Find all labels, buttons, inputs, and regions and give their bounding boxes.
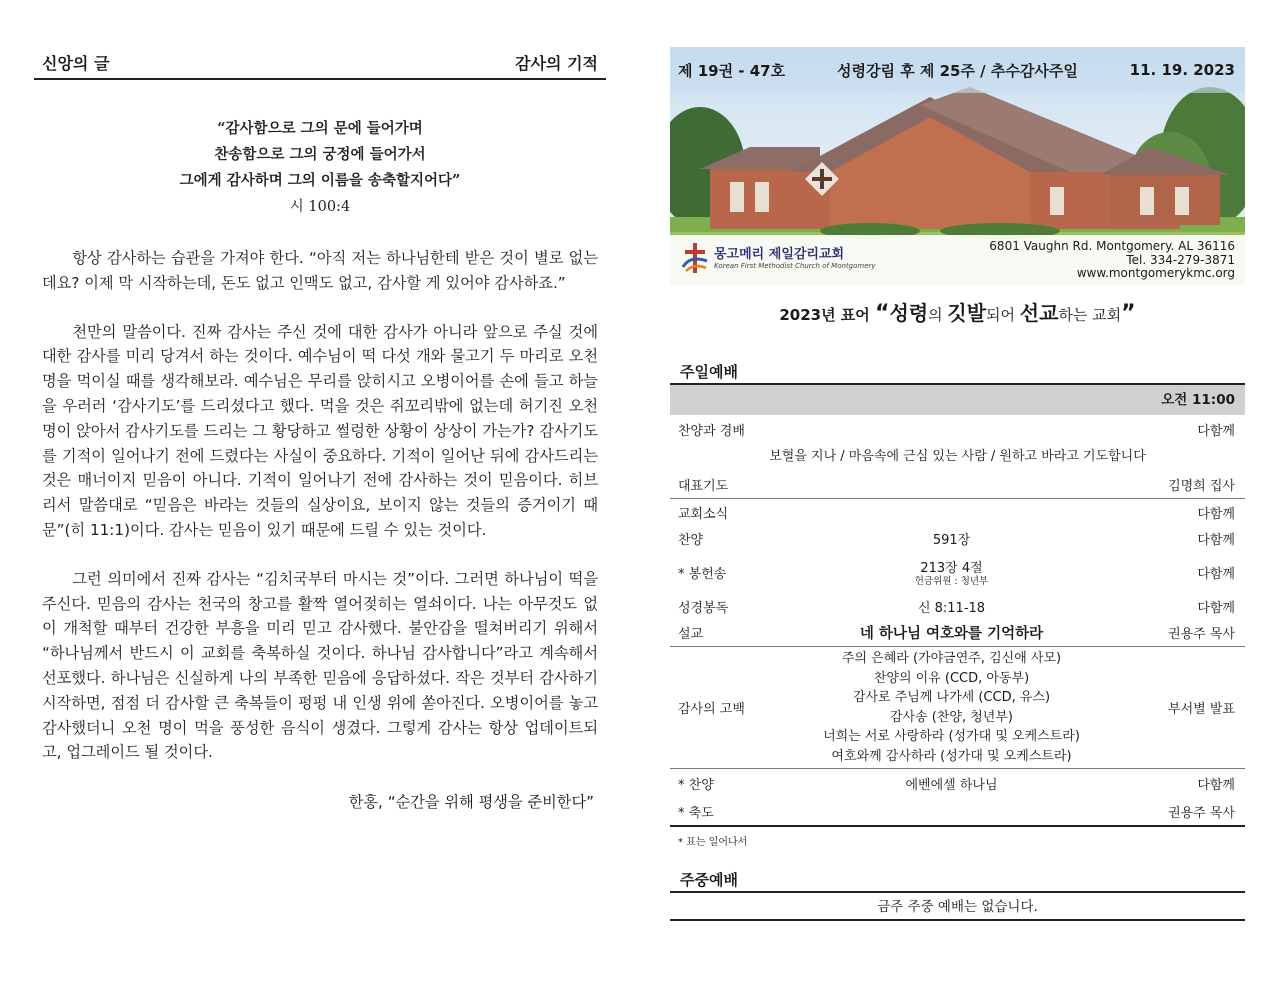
verse-reference: 시 100:4 [289, 199, 351, 215]
sermon-title: 네 하나님 여호와를 기억하라 [859, 626, 1044, 642]
order-leader: 다함께 [1197, 532, 1235, 548]
order-label: 대표기도 [678, 479, 729, 494]
motto-text: 의 [928, 306, 948, 324]
order-leader: 권용주 목사 [1168, 805, 1235, 821]
motto-open-quote: “ [875, 301, 890, 326]
midweek-worship-title: 주중예배 [680, 871, 738, 889]
window [755, 182, 769, 212]
midweek-notice: 금주 주중 예배는 없습니다. [670, 891, 1245, 921]
sunday-worship-title: 주일예배 [680, 363, 738, 381]
program-item: 감사로 주님께 나가세 (CCD, 유스) [852, 690, 1051, 705]
order-leader: 다함께 [1197, 566, 1235, 582]
order-leader: 권용주 목사 [1168, 627, 1235, 642]
bulletin-page [670, 47, 1245, 921]
order-leader: 다함께 [1197, 506, 1235, 522]
motto-text: 되어 [986, 306, 1020, 324]
volume-number: 제 19권 - 47호 [678, 61, 786, 80]
right-wing [1110, 175, 1220, 225]
order-row [670, 471, 1245, 499]
program-item: 여호와께 감사하라 (성가대 및 오케스트라) [831, 748, 1072, 764]
order-row [670, 415, 1245, 443]
worship-time: 오전 11:00 [670, 385, 1245, 415]
article-title: 감사의 기적 [515, 54, 598, 73]
order-leader: 부서별 발표 [1168, 702, 1235, 717]
liturgical-occasion: 성령강림 후 제 25주 / 추수감사주일 [836, 61, 1078, 80]
motto-word: 성령 [889, 301, 929, 325]
sunday-worship-order [670, 383, 1245, 827]
thanks-program [788, 649, 1115, 766]
order-detail: 591장 [932, 532, 971, 548]
order-label: 성경봉독 [678, 600, 729, 616]
cross-horizontal [812, 177, 832, 181]
verse-line: “감사함으로 그의 문에 들어가며 [217, 120, 423, 137]
church-name: 몽고메리 제일감리교회 [714, 246, 845, 262]
order-label: * 봉헌송 [678, 566, 727, 582]
order-label: * 축도 [678, 805, 714, 821]
program-item: 주의 은혜라 (가야금연주, 김신애 사모) [841, 651, 1062, 666]
order-label: 설교 [678, 627, 704, 642]
church-info [670, 235, 1245, 285]
motto-close-quote: ” [1121, 301, 1136, 326]
order-row [670, 499, 1245, 525]
offering-hymn: 213장 4절 [920, 561, 983, 576]
program-item: 너희는 서로 사랑하라 (성가대 및 오케스트라) [823, 729, 1080, 744]
standing-note: * 표는 일어나서 [678, 837, 748, 848]
window [1140, 187, 1154, 215]
order-row [670, 551, 1245, 593]
motto-word: 깃발 [947, 301, 987, 325]
order-label: 찬양과 경배 [678, 423, 745, 439]
church-website: www.montgomerykmc.org [1076, 266, 1235, 280]
order-label: 찬양 [678, 532, 704, 548]
church-banner [670, 47, 1245, 285]
church-address: 6801 Vaughn Rd. Montgomery. AL 36116 [989, 239, 1235, 253]
paragraph: 그런 의미에서 진짜 감사는 “김치국부터 마시는 것”이다. 그러면 하나님이 떡을 주신다. 믿음의 감사는 천국의 창고를 활짝 열어젖히는 열쇠이다. 나는 아무것도 없이 개척할 때부터 건강한 부흥을 미리 믿고 감사했다. 불안감을 떨쳐버리기 위해서 “하나님께서 반드시 이 교회를 축복하실 것이다. 하나님 감사합니다”라고 계속해서 선포했다. 하나님은 신실하게 나의 부족한 믿음에 응답하셨다. 작은 것부터 감사하기 시작하면, 점점 더 감사할 큰 축복들이 펑펑 내 인생 위에 쏟아진다. 오병이어를 놓고 감사했더니 오천 명이 먹을 풍성한 음식이 생겼다. 그렇게 감사는 항상 업데이트되고, 업그레이드 될 것이다. [42, 569, 598, 762]
scripture-quote [34, 116, 606, 220]
order-leader: 김명희 집사 [1168, 479, 1235, 494]
order-row [670, 647, 1245, 769]
issue-bar [670, 47, 1245, 93]
order-label: 교회소식 [678, 506, 729, 522]
yearly-motto [670, 299, 1245, 327]
church-contact [989, 240, 1235, 281]
motto-text: 하는 교회 [1058, 306, 1122, 324]
order-row [670, 525, 1245, 551]
order-row [670, 593, 1245, 619]
window [730, 182, 744, 212]
motto-year: 2023년 표어 [779, 306, 870, 324]
window [1050, 187, 1064, 215]
devotional-page [34, 50, 606, 812]
order-label: * 찬양 [678, 777, 714, 793]
order-row [670, 797, 1245, 825]
devotional-header [34, 50, 606, 80]
order-detail: 신 8:11-18 [917, 600, 986, 616]
praise-songs: 보혈을 지나 / 마음속에 근심 있는 사람 / 원하고 바라고 기도합니다 [769, 449, 1146, 464]
church-phone: Tel. 334-279-3871 [1126, 252, 1235, 267]
order-leader: 다함께 [1197, 423, 1235, 439]
program-item: 감사송 (찬양, 청년부) [889, 709, 1013, 725]
verse-line: 그에게 감사하며 그의 이름을 송축할지어다” [179, 172, 461, 189]
section-label: 신앙의 글 [42, 54, 110, 73]
paragraph: 항상 감사하는 습관을 가져야 한다. “아직 저는 하나님한테 받은 것이 별로 없는데요? 이제 막 시작하는데, 돈도 없고 인맥도 없고, 감사할 게 있어야 감사하죠.” [42, 249, 598, 292]
church-name-english: Korean First Methodist Church of Montgomery [714, 261, 876, 270]
verse-line: 찬송함으로 그의 궁정에 들어가서 [214, 146, 426, 163]
source-attribution: 한홍, “순간을 위해 평생을 준비한다” [348, 793, 594, 812]
order-row [670, 619, 1245, 647]
order-leader: 다함께 [1197, 600, 1235, 616]
motto-word: 선교 [1019, 301, 1059, 325]
cross-logo-icon [680, 241, 710, 275]
window [1175, 187, 1189, 215]
paragraph: 천만의 말씀이다. 진짜 감사는 주신 것에 대한 감사가 아니라 앞으로 주실 것에 대한 감사를 미리 당겨서 하는 것이다. 예수님이 떡 다섯 개와 물고기 두 마리로 오천 명을 먹이실 때를 생각해보라. 예수님은 무리를 앉히시고 오병이어를 손에 들고 하늘을 우러러 ‘감사기도’를 드리셨다고 했다. 먹을 것은 쥐꼬리밖에 없는데 허기진 오천 명이 앉아서 감사기도를 드리는 그 황당하고 썰렁한 상황이 상상이 가는가? 감사기도를 기적이 일어나기 전에 드렸다는 사실이 중요하다. 기적이 일어난 뒤에 감사드리는 것은 매너이지 믿음이 아니다. 기적이 일어나기 전에 감사하는 것이 믿음이다. 히브리서 말씀대로 “믿음은 바라는 것들의 실상이요, 보이지 않는 것들의 증거이기 때문”(히 11:1)이다. 감사는 믿음이 있기 때문에 드릴 수 있는 것이다. [42, 322, 598, 539]
bulletin-date: 11. 19. 2023 [1129, 61, 1235, 79]
order-leader: 다함께 [1197, 777, 1235, 793]
order-detail [788, 557, 1115, 587]
program-item: 찬양의 이유 (CCD, 아동부) [873, 670, 1030, 686]
order-row [670, 769, 1245, 797]
order-detail: 에벤에셀 하나님 [905, 777, 998, 793]
order-label: 감사의 고백 [678, 702, 745, 717]
church-logo [680, 241, 876, 275]
offering-committee: 헌금위원 : 청년부 [914, 576, 989, 587]
